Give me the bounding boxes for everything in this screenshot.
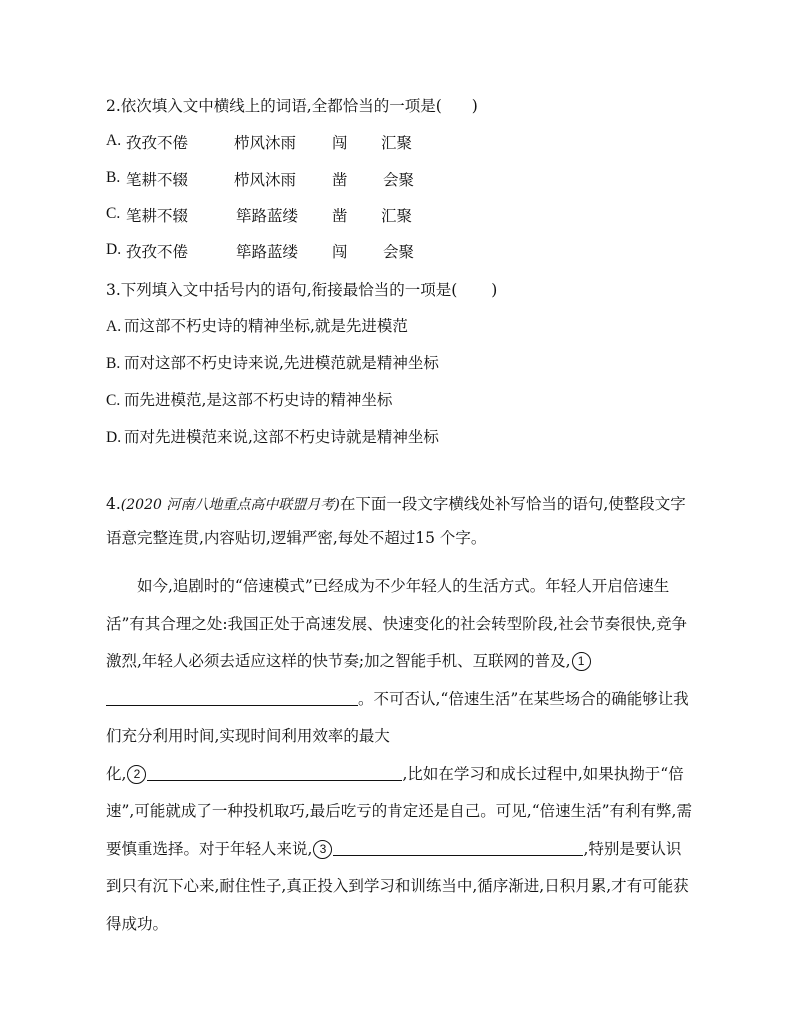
passage-part-3: ,比如在学习和成长过程中,如果执拗于“倍速”,可能就成了一种投机取巧,最后吃亏的肯定还是自己。可见,“倍速生活”有利有弊,需要慎重选择。对于年轻人来说, xyxy=(106,764,692,858)
option-letter: D. xyxy=(106,241,122,258)
blank-3-marker: 3 xyxy=(313,840,332,859)
option-text: 而对这部不朽史诗来说,先进模范就是精神坐标 xyxy=(124,354,439,372)
question-2-stem xyxy=(106,94,478,116)
option-word-1: 孜孜不倦 xyxy=(126,134,189,152)
blank-2-marker: 2 xyxy=(127,765,146,784)
passage-part-4: ,特别是要认识到只有沉下心来,耐住性子,真正投入到学习和训练当中,循序渐进,日积月累,才有可能获得成功。 xyxy=(106,839,689,933)
question-2-text: 2.依次填入文中横线上的词语,全都恰当的一项是 xyxy=(106,97,436,115)
question-3-option-c[interactable] xyxy=(106,388,392,410)
question-2-option-c[interactable] xyxy=(106,204,413,226)
option-word-3: 闯 xyxy=(332,134,348,152)
option-letter: A. xyxy=(106,132,122,149)
option-word-1: 孜孜不倦 xyxy=(126,243,189,261)
option-letter: C. xyxy=(106,392,121,409)
option-word-3: 凿 xyxy=(332,171,348,189)
option-letter: B. xyxy=(106,355,121,372)
option-letter: A. xyxy=(106,318,122,335)
blank-1-line[interactable] xyxy=(106,687,358,705)
answer-paren-close: ) xyxy=(491,281,498,299)
question-2-option-b[interactable] xyxy=(106,168,415,190)
question-4-number: 4. xyxy=(106,495,121,513)
option-text: 而先进模范,是这部不朽史诗的精神坐标 xyxy=(124,391,393,409)
option-letter: D. xyxy=(106,429,122,446)
question-3-option-a[interactable] xyxy=(106,314,408,336)
passage-part-2b: 化, xyxy=(106,764,127,783)
question-3-text: 3.下列填入文中括号内的语句,衔接最恰当的一项是 xyxy=(106,281,452,299)
option-text: 而对先进模范来说,这部不朽史诗就是精神坐标 xyxy=(124,428,439,446)
option-word-2: 筚路蓝缕 xyxy=(236,207,299,225)
option-word-4: 汇聚 xyxy=(381,134,413,152)
blank-1-marker: 1 xyxy=(572,652,591,671)
question-3-stem xyxy=(106,278,497,300)
passage-part-1: 如今,追剧时的“倍速模式”已经成为不少年轻人的生活方式。年轻人开启倍速生活”有其合理之处:我国正处于高速发展、快速变化的社会转型阶段,社会节奏很快,竞争激烈,年轻人必须去适应这样的快节奏;加之智能手机、互联网的普及, xyxy=(106,577,688,670)
question-4-stem xyxy=(106,488,696,555)
option-word-3: 闯 xyxy=(332,243,348,261)
option-word-4: 会聚 xyxy=(383,243,415,261)
question-4-source: (2020 河南八地重点高中联盟月考) xyxy=(120,497,340,513)
question-4-instruction: 在下面一段文字横线处补写恰当的语句,使整段文字语意完整连贯,内容贴切,逻辑严密,每处不超过15 个字。 xyxy=(106,495,686,547)
option-word-1: 笔耕不辍 xyxy=(126,171,189,189)
question-2-option-a[interactable] xyxy=(106,131,413,153)
option-word-2: 栉风沐雨 xyxy=(234,134,297,152)
option-letter: C. xyxy=(106,205,121,222)
option-word-1: 笔耕不辍 xyxy=(126,207,189,225)
answer-paren-open: ( xyxy=(435,97,442,115)
option-letter: B. xyxy=(106,169,121,186)
option-text: 而这部不朽史诗的精神坐标,就是先进模范 xyxy=(124,317,408,335)
question-3-option-b[interactable] xyxy=(106,351,439,373)
option-word-3: 凿 xyxy=(332,207,348,225)
blank-3-line[interactable] xyxy=(333,837,583,855)
option-word-4: 会聚 xyxy=(383,171,415,189)
answer-paren-close: ) xyxy=(471,97,478,115)
option-word-4: 汇聚 xyxy=(381,207,413,225)
answer-paren-open: ( xyxy=(451,281,458,299)
question-2-option-d[interactable] xyxy=(106,240,415,262)
option-word-2: 筚路蓝缕 xyxy=(236,243,299,261)
blank-2-line[interactable] xyxy=(147,762,402,780)
question-3-option-d[interactable] xyxy=(106,425,439,447)
reading-passage xyxy=(106,568,696,943)
option-word-2: 栉风沐雨 xyxy=(234,171,297,189)
passage-part-2: 。不可否认,“倍速生活”在某些场合的确能够让我们充分利用时间,实现时间利用效率的最大 xyxy=(106,689,689,745)
